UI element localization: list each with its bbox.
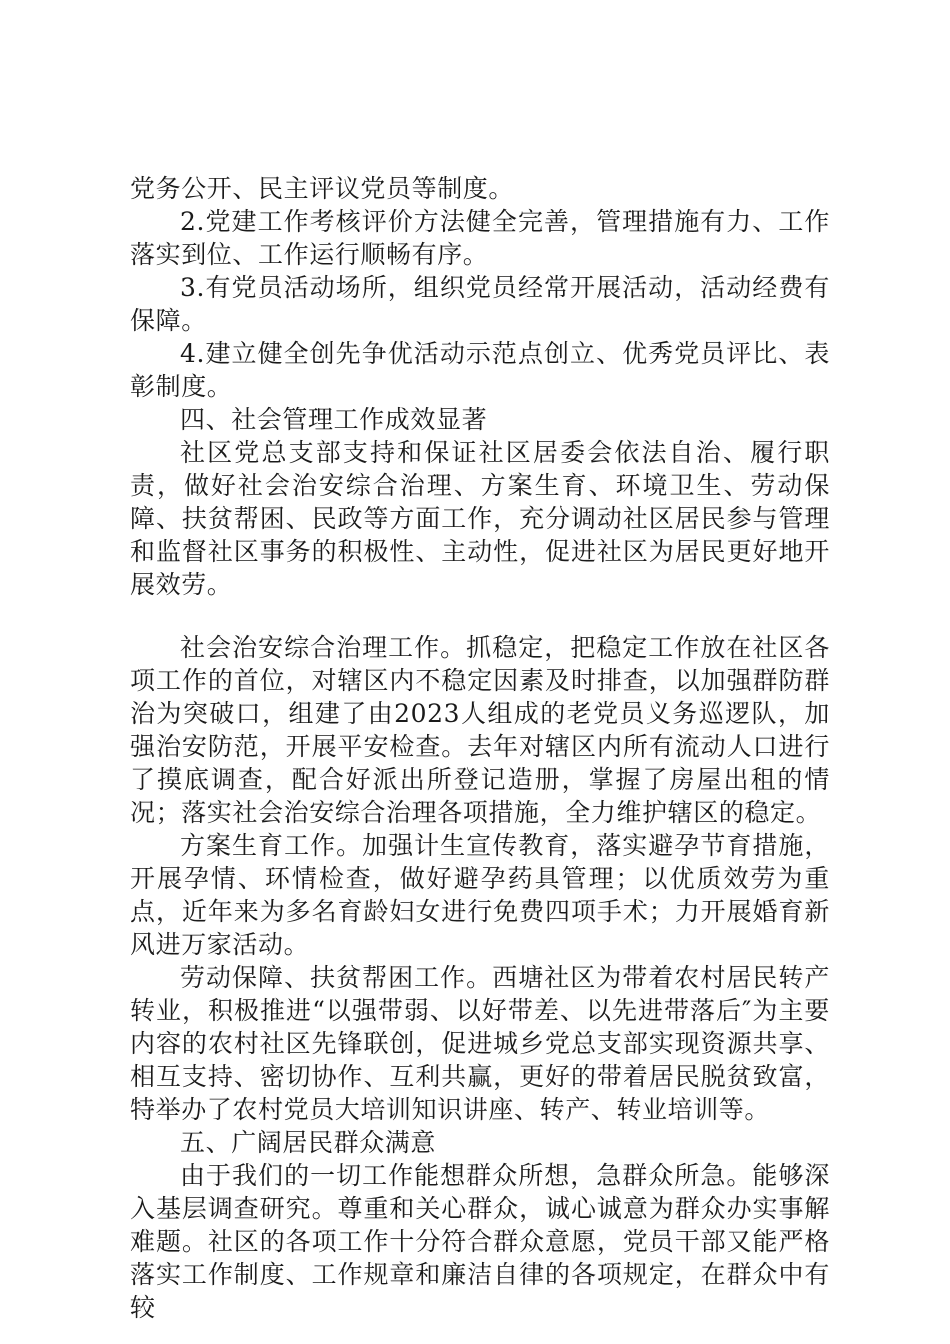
paragraph-satisfaction: 由于我们的一切工作能想群众所想，急群众所急。能够深入基层调查研究。尊重和关心群众，诚心诚意为群众办实事解难题。社区的各项工作十分符合群众意愿，党员干部又能严格落实工作制度、工作规章和廉洁自律的各项规定，在群众中有较 (130, 1161, 830, 1322)
paragraph-family-planning: 方案生育工作。加强计生宣传教育，落实避孕节育措施，开展孕情、环情检查，做好避孕药具管理；以优质效劳为重点，近年来为多名育龄妇女进行免费四项手术；力开展婚育新风进万家活动。 (130, 831, 830, 959)
paragraph-social-management: 社区党总支部支持和保证社区居委会依法自治、履行职责，做好社会治安综合治理、方案生育、环境卫生、劳动保障、扶贫帮困、民政等方面工作，充分调动社区居民参与管理和监督社区事务的积极性、主动性，促进社区为居民更好地开展效劳。 (130, 438, 830, 599)
paragraph-labor-security: 劳动保障、扶贫帮困工作。西塘社区为带着农村居民转产转业，积极推进“以强带弱、以好带差、以先进带落后″为主要内容的农村社区先锋联创，促进城乡党总支部实现资源共享、相互支持、密切协作、互利共赢，更好的带着居民脱贫致富，特举办了农村党员大培训知识讲座、转产、转业培训等。 (130, 963, 830, 1124)
section-heading-4: 四、社会管理工作成效显著 (180, 405, 488, 434)
paragraph-item-2: 2.党建工作考核评价方法健全完善，管理措施有力、工作落实到位、工作运行顺畅有序。 (130, 207, 830, 269)
document-body (130, 172, 830, 1324)
section-heading-5: 五、广阔居民群众满意 (180, 1128, 437, 1157)
paragraph-continuation: 党务公开、民主评议党员等制度。 (130, 174, 515, 203)
paragraph-public-security: 社会治安综合治理工作。抓稳定，把稳定工作放在社区各项工作的首位，对辖区内不稳定因素及时排查，以加强群防群治为突破口，组建了由2023人组成的老党员义务巡逻队，加强治安防范，开展平安检查。去年对辖区内所有流动人口进行了摸底调查，配合好派出所登记造册，掌握了房屋出租的情况；落实社会治安综合治理各项措施，全力维护辖区的稳定。 (130, 633, 830, 827)
paragraph-item-4: 4.建立健全创先争优活动示范点创立、优秀党员评比、表彰制度。 (130, 339, 830, 401)
paragraph-item-3: 3.有党员活动场所，组织党员经常开展活动，活动经费有保障。 (130, 273, 830, 335)
